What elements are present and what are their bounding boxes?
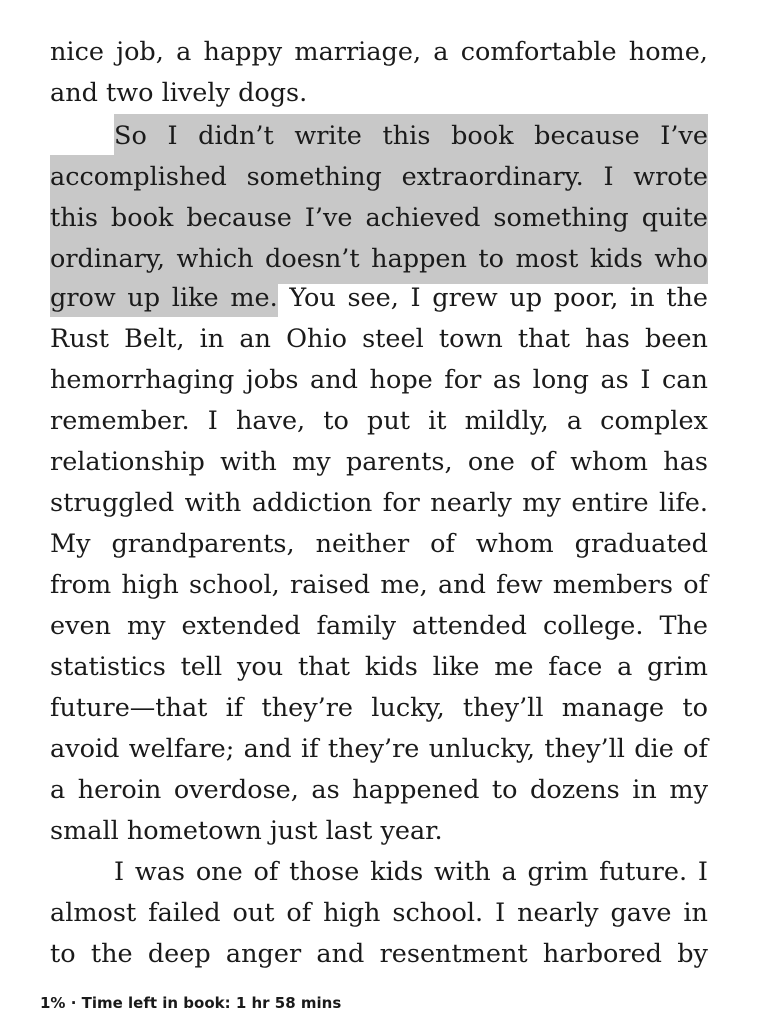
text-line: future—that if they’re lucky, they’ll manage to [50,693,708,723]
highlighted-line[interactable] [50,196,708,237]
text-line: My grandparents, neither of whom graduated [50,529,708,559]
text-line: hemorrhaging jobs and hope for as long as I can [50,365,708,395]
highlight: ordinary, which doesn’t happen to most kids who [50,237,708,284]
text-line[interactable]: grow up like me. You see, I grew up poor, in the [50,278,708,319]
highlighted-line[interactable] [50,155,708,196]
text-line: and two lively dogs. [50,78,308,108]
text-line: remember. I have, to put it mildly, a complex [50,406,708,436]
text-line: from high school, raised me, and few members of [50,570,708,600]
text-line: small hometown just last year. [50,816,443,846]
highlighted-line[interactable] [50,114,708,155]
text-line: relationship with my parents, one of whom has [50,447,708,477]
highlight: this book because I’ve achieved something quite [50,196,708,243]
text-line: almost failed out of high school. I nearly gave in [50,898,708,928]
text-line: even my extended family attended college. The [50,611,708,641]
text-line: statistics tell you that kids like me face a grim [50,652,708,682]
highlight: So I didn’t write this book because I’ve [114,114,708,161]
highlighted-line[interactable] [50,237,708,278]
highlight: grow up like me. [50,281,278,317]
text-line: I was one of those kids with a grim future. I [114,857,708,887]
text-line: Rust Belt, in an Ohio steel town that has been [50,324,708,354]
book-page[interactable] [50,32,708,975]
text-line: struggled with addiction for nearly my entire life. [50,488,708,518]
text-line: to the deep anger and resentment harbored by [50,939,708,969]
text-line: a heroin overdose, as happened to dozens in my [50,775,708,805]
text-line: nice job, a happy marriage, a comfortable home, [50,37,708,67]
highlight: accomplished something extraordinary. I wrote [50,155,708,202]
text-line: avoid welfare; and if they’re unlucky, they’ll die of [50,734,708,764]
reading-progress-label[interactable]: 1% · Time left in book: 1 hr 58 mins [40,994,342,1012]
